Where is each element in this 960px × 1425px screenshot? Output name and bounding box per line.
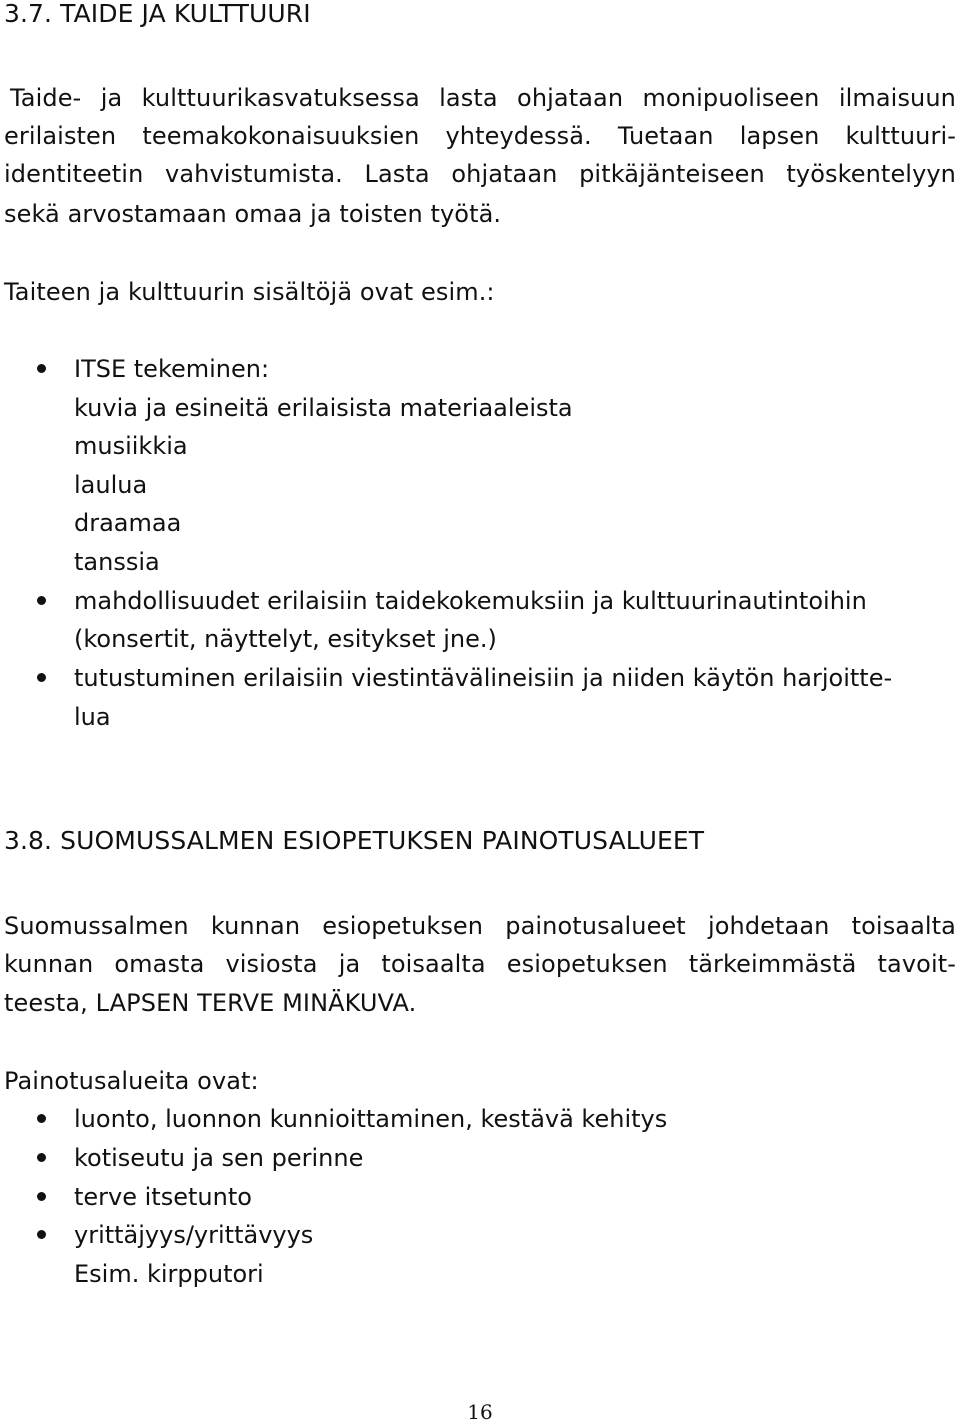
paragraph-line: identiteetin vahvistumista. Lasta ohjataan pitkäjänteiseen työskentelyyn: [4, 160, 956, 188]
list-item-line: terve itsetunto: [74, 1183, 252, 1211]
paragraph-line: Suomussalmen kunnan esiopetuksen painotusalueet johdetaan toisaalta: [4, 912, 956, 940]
list-item-line: tanssia: [74, 548, 160, 576]
list-item-line: tutustuminen erilaisiin viestintävälineisiin ja niiden käytön harjoitte-: [74, 664, 893, 692]
bullet-icon: [37, 1230, 46, 1239]
section-heading-3-7: 3.7. TAIDE JA KULTTUURI: [4, 0, 311, 28]
list-intro: Taiteen ja kulttuurin sisältöjä ovat esim.:: [4, 278, 495, 306]
page-number: 16: [467, 1400, 493, 1424]
bullet-icon: [37, 1153, 46, 1162]
bullet-icon: [37, 364, 46, 373]
list-item-line: laulua: [74, 471, 148, 499]
list-item-line: kuvia ja esineitä erilaisista materiaaleista: [74, 394, 573, 422]
bullet-icon: [37, 596, 46, 605]
list-intro: Painotusalueita ovat:: [4, 1067, 259, 1095]
section-heading-3-8: 3.8. SUOMUSSALMEN ESIOPETUKSEN PAINOTUSALUEET: [4, 826, 705, 855]
list-item-line: ITSE tekeminen:: [74, 355, 270, 383]
list-item-line: kotiseutu ja sen perinne: [74, 1144, 364, 1172]
bullet-icon: [37, 673, 46, 682]
paragraph-line: teesta, LAPSEN TERVE MINÄKUVA.: [4, 989, 417, 1017]
list-item-line: lua: [74, 703, 111, 731]
paragraph-line: Taide- ja kulttuurikasvatuksessa lasta ohjataan monipuoliseen ilmaisuun: [10, 84, 956, 112]
list-item-line: Esim. kirpputori: [74, 1260, 264, 1288]
list-item-line: luonto, luonnon kunnioittaminen, kestävä kehitys: [74, 1105, 668, 1133]
list-item-line: musiikkia: [74, 432, 188, 460]
list-item-line: mahdollisuudet erilaisiin taidekokemuksiin ja kulttuurinautintoihin: [74, 587, 867, 615]
paragraph-line: erilaisten teemakokonaisuuksien yhteydessä. Tuetaan lapsen kulttuuri-: [4, 122, 956, 150]
list-item-line: yrittäjyys/yrittävyys: [74, 1221, 314, 1249]
paragraph-line: sekä arvostamaan omaa ja toisten työtä.: [4, 200, 502, 228]
bullet-icon: [37, 1192, 46, 1201]
list-item-line: draamaa: [74, 509, 182, 537]
paragraph-line: kunnan omasta visiosta ja toisaalta esiopetuksen tärkeimmästä tavoit-: [4, 950, 956, 978]
list-item-line: (konsertit, näyttelyt, esitykset jne.): [74, 625, 497, 653]
bullet-icon: [37, 1114, 46, 1123]
